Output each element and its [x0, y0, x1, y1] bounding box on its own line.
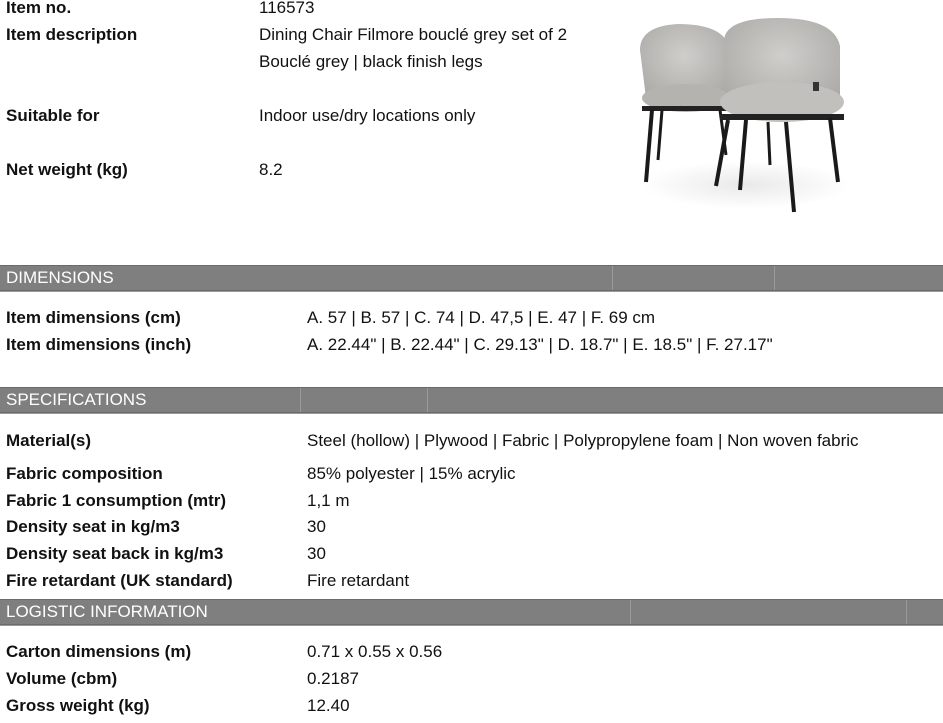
- spec-row-value: Steel (hollow) | Plywood | Fabric | Polypropylene foam | Non woven fabric: [307, 431, 859, 450]
- specifications-section-header: [0, 387, 943, 413]
- chair-pair-image: [628, 10, 858, 220]
- spec-row-label: Fabric 1 consumption (mtr): [6, 491, 227, 510]
- item-dimensions-inch-value: A. 22.44" | B. 22.44" | C. 29.13" | D. 18.7" | E. 18.5" | F. 27.17": [307, 335, 773, 354]
- chair-left: [640, 24, 730, 182]
- spec-row-value: 1,1 m: [307, 491, 350, 510]
- item-no-label: Item no.: [6, 0, 72, 17]
- logistic-row-label: Carton dimensions (m): [6, 642, 192, 661]
- spec-row-value: 30: [307, 544, 326, 563]
- spec-row-value: Fire retardant: [307, 571, 410, 590]
- logistic-row-value: 0.71 x 0.55 x 0.56: [307, 642, 443, 661]
- spec-row-label: Material(s): [6, 431, 92, 450]
- item-dimensions-cm-label: Item dimensions (cm): [6, 308, 181, 327]
- net-weight-label: Net weight (kg): [6, 160, 128, 179]
- dimensions-section-header: [0, 265, 943, 291]
- spec-row-label: Density seat back in kg/m3: [6, 544, 224, 563]
- logistic-row-label: Volume (cbm): [6, 669, 118, 688]
- spec-row-value: 85% polyester | 15% acrylic: [307, 464, 516, 483]
- spec-row-label: Fire retardant (UK standard): [6, 571, 233, 590]
- logistic-row-value: 0.2187: [307, 669, 359, 688]
- suitable-for-label: Suitable for: [6, 106, 100, 125]
- dimensions-header-text: DIMENSIONS: [6, 268, 114, 287]
- net-weight-value: 8.2: [259, 160, 283, 179]
- item-description-line2: Bouclé grey | black finish legs: [259, 52, 483, 71]
- spec-row-label: Density seat in kg/m3: [6, 517, 180, 536]
- item-dimensions-cm-value: A. 57 | B. 57 | C. 74 | D. 47,5 | E. 47 | F. 69 cm: [307, 308, 656, 327]
- suitable-for-value: Indoor use/dry locations only: [259, 106, 476, 125]
- logistic-header-text: LOGISTIC INFORMATION: [6, 602, 208, 621]
- spec-row-value: 30: [307, 517, 326, 536]
- specifications-header-text: SPECIFICATIONS: [6, 390, 147, 409]
- item-dimensions-inch-label: Item dimensions (inch): [6, 335, 192, 354]
- item-description-label: Item description: [6, 25, 138, 44]
- logistic-row-label: Gross weight (kg): [6, 696, 150, 715]
- spec-row-label: Fabric composition: [6, 464, 163, 483]
- item-description-line1: Dining Chair Filmore bouclé grey set of 2: [259, 25, 568, 44]
- logistic-section-header: [0, 599, 943, 625]
- item-no-value: 116573: [259, 0, 315, 17]
- logistic-row-value: 12.40: [307, 696, 350, 715]
